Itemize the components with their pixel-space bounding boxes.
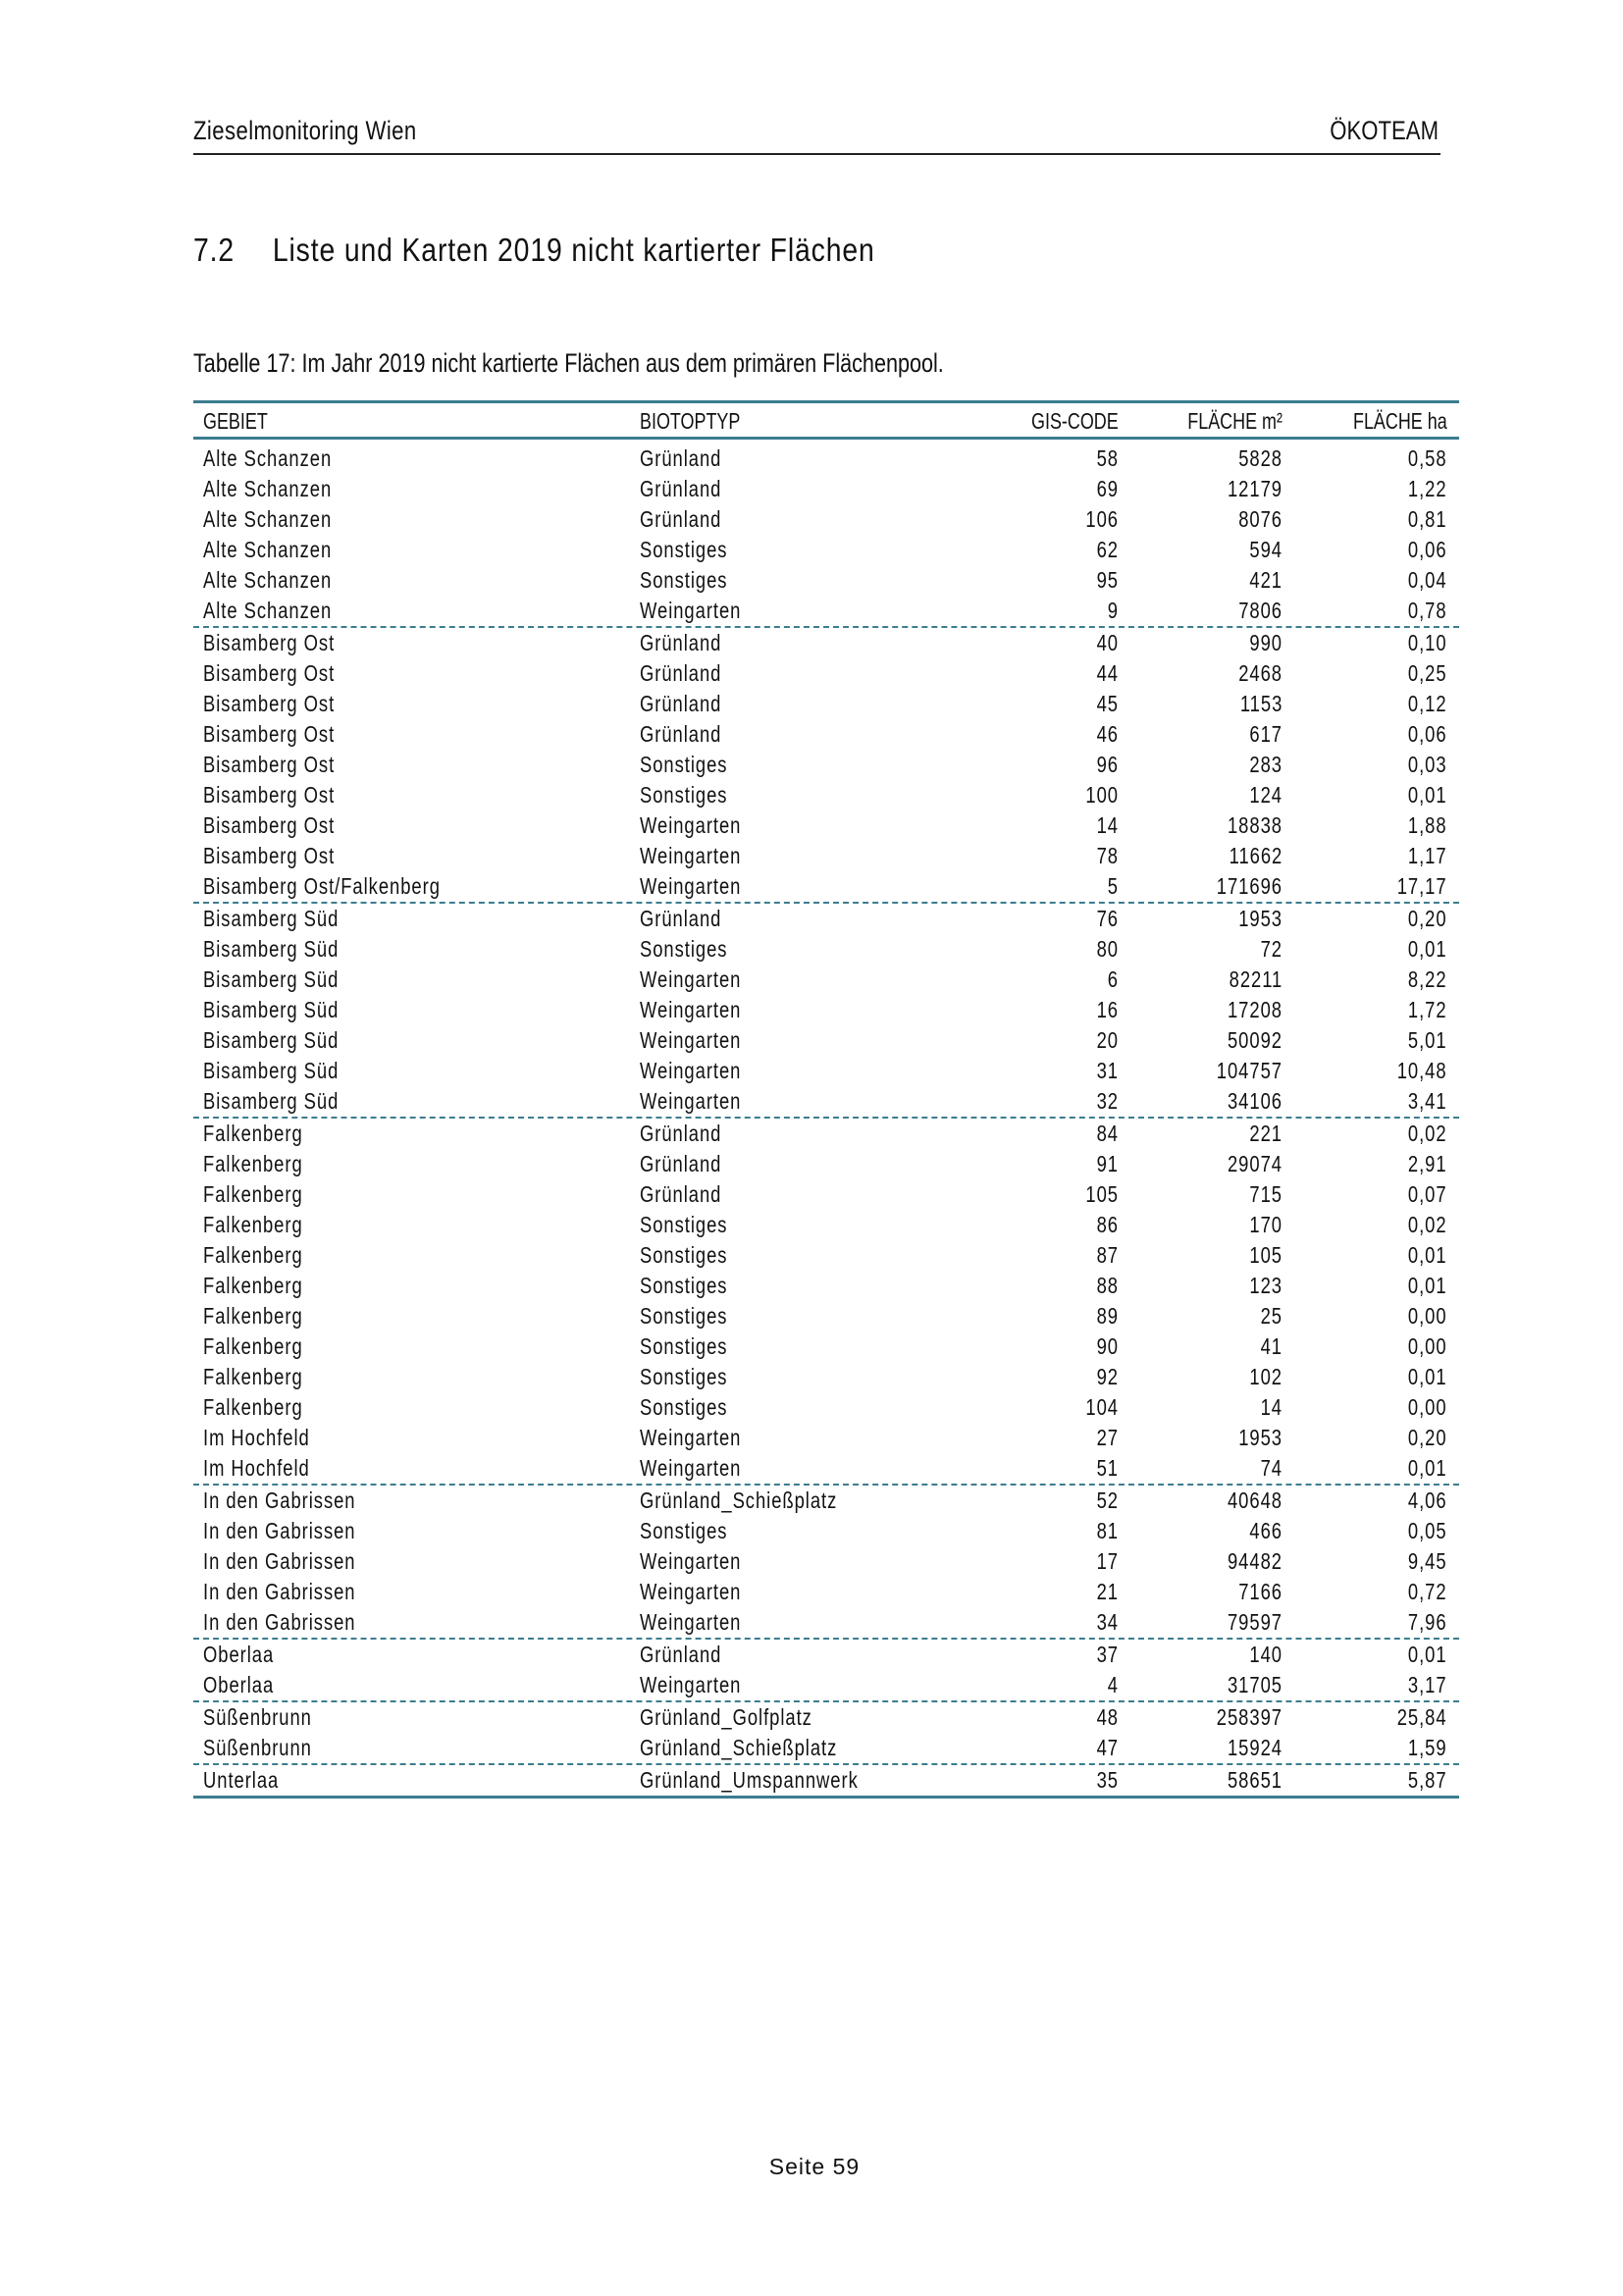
cell-flaeche-ha: 0,01: [1408, 1642, 1447, 1667]
cell-gebiet: Bisamberg Ost: [203, 752, 336, 777]
table-row: [193, 504, 1459, 535]
cell-flaeche-m2: 171696: [1216, 873, 1283, 899]
cell-flaeche-ha: 8,22: [1408, 966, 1447, 992]
table-row: [193, 535, 1459, 565]
section-title: Liste und Karten 2019 nicht kartierter Flächen: [272, 232, 875, 268]
cell-flaeche-m2: 221: [1249, 1121, 1283, 1146]
cell-flaeche-m2: 79597: [1228, 1609, 1283, 1635]
table-row: [193, 1331, 1459, 1362]
cell-flaeche-m2: 7806: [1238, 598, 1283, 623]
cell-flaeche-m2: 5828: [1238, 445, 1283, 471]
cell-flaeche-m2: 11662: [1229, 843, 1283, 868]
cell-gis-code: 58: [1096, 445, 1119, 471]
cell-flaeche-m2: 15924: [1228, 1735, 1283, 1760]
cell-flaeche-ha: 17,17: [1397, 873, 1447, 899]
cell-flaeche-ha: 0,01: [1408, 1242, 1447, 1268]
table-row: [193, 1119, 1459, 1149]
cell-gis-code: 87: [1096, 1242, 1119, 1268]
cell-flaeche-ha: 0,72: [1408, 1579, 1447, 1604]
cell-flaeche-m2: 105: [1249, 1242, 1283, 1268]
cell-gis-code: 34: [1096, 1609, 1119, 1635]
table-row: [193, 1607, 1459, 1640]
cell-gis-code: 37: [1096, 1642, 1119, 1667]
table-row: [193, 596, 1459, 628]
cell-gebiet: Oberlaa: [203, 1642, 275, 1667]
table-row: [193, 810, 1459, 841]
cell-flaeche-m2: 29074: [1228, 1151, 1283, 1176]
table-row: [193, 1179, 1459, 1210]
cell-flaeche-m2: 18838: [1228, 812, 1283, 838]
cell-biotoptyp: Grünland: [640, 1121, 722, 1146]
cell-gebiet: Falkenberg: [203, 1364, 303, 1389]
cell-biotoptyp: Weingarten: [640, 997, 742, 1022]
cell-flaeche-ha: 1,59: [1408, 1735, 1447, 1760]
cell-gebiet: Alte Schanzen: [203, 506, 333, 532]
cell-gebiet: Falkenberg: [203, 1121, 303, 1146]
cell-flaeche-m2: 123: [1249, 1273, 1283, 1298]
cell-gebiet: Bisamberg Ost: [203, 782, 336, 808]
cell-flaeche-ha: 0,01: [1408, 1364, 1447, 1389]
cell-biotoptyp: Grünland_Golfplatz: [640, 1704, 812, 1730]
table-row: [193, 1056, 1459, 1086]
cell-flaeche-ha: 0,03: [1408, 752, 1447, 777]
table-row: [193, 841, 1459, 871]
table-row: [193, 965, 1459, 995]
cell-flaeche-ha: 0,04: [1408, 567, 1447, 593]
cell-gebiet: Alte Schanzen: [203, 445, 333, 471]
cell-gis-code: 84: [1096, 1121, 1119, 1146]
cell-biotoptyp: Grünland_Schießplatz: [640, 1735, 838, 1760]
table-row: [193, 658, 1459, 689]
cell-flaeche-ha: 0,20: [1408, 906, 1447, 931]
cell-gis-code: 14: [1096, 812, 1119, 838]
table-row: [193, 1577, 1459, 1607]
cell-gis-code: 48: [1096, 1704, 1119, 1730]
cell-flaeche-ha: 0,01: [1408, 1273, 1447, 1298]
cell-biotoptyp: Sonstiges: [640, 1242, 728, 1268]
cell-gis-code: 96: [1096, 752, 1119, 777]
cell-flaeche-m2: 140: [1249, 1642, 1283, 1667]
table-row: [193, 1423, 1459, 1453]
cell-flaeche-ha: 1,22: [1408, 476, 1447, 501]
cell-flaeche-ha: 0,02: [1408, 1121, 1447, 1146]
cell-gis-code: 86: [1096, 1212, 1119, 1237]
cell-gebiet: Bisamberg Süd: [203, 936, 340, 962]
cell-gis-code: 6: [1107, 966, 1119, 992]
cell-biotoptyp: Grünland: [640, 721, 722, 747]
table-row: [193, 1640, 1459, 1670]
cell-gis-code: 69: [1096, 476, 1119, 501]
cell-flaeche-m2: 2468: [1238, 660, 1283, 686]
cell-flaeche-m2: 617: [1249, 721, 1283, 747]
cell-gebiet: Falkenberg: [203, 1303, 303, 1329]
cell-gis-code: 40: [1096, 630, 1119, 655]
cell-gis-code: 32: [1096, 1088, 1119, 1114]
cell-gis-code: 78: [1096, 843, 1119, 868]
cell-flaeche-m2: 466: [1249, 1518, 1283, 1543]
cell-flaeche-m2: 7166: [1238, 1579, 1283, 1604]
table-row: [193, 565, 1459, 596]
cell-flaeche-ha: 0,01: [1408, 1455, 1447, 1481]
cell-gebiet: In den Gabrissen: [203, 1487, 356, 1513]
cell-gebiet: Oberlaa: [203, 1672, 275, 1697]
cell-flaeche-ha: 1,88: [1408, 812, 1447, 838]
cell-gis-code: 105: [1085, 1181, 1119, 1207]
cell-gebiet: Falkenberg: [203, 1212, 303, 1237]
table-row: [193, 1670, 1459, 1702]
cell-flaeche-m2: 8076: [1238, 506, 1283, 532]
cell-gebiet: Bisamberg Süd: [203, 906, 340, 931]
cell-flaeche-ha: 25,84: [1397, 1704, 1447, 1730]
cell-gis-code: 90: [1096, 1333, 1119, 1359]
cell-gebiet: Bisamberg Ost: [203, 721, 336, 747]
cell-gis-code: 51: [1096, 1455, 1119, 1481]
table-row: [193, 871, 1459, 904]
cell-biotoptyp: Grünland: [640, 1151, 722, 1176]
cell-biotoptyp: Weingarten: [640, 1579, 742, 1604]
table-row: [193, 1301, 1459, 1331]
cell-gis-code: 27: [1096, 1425, 1119, 1450]
cell-gebiet: In den Gabrissen: [203, 1518, 356, 1543]
cell-biotoptyp: Weingarten: [640, 966, 742, 992]
cell-flaeche-m2: 1953: [1238, 1425, 1283, 1450]
cell-gebiet: Bisamberg Ost: [203, 691, 336, 716]
cell-biotoptyp: Weingarten: [640, 843, 742, 868]
cell-gebiet: Unterlaa: [203, 1767, 280, 1793]
cell-biotoptyp: Weingarten: [640, 1455, 742, 1481]
data-table: [193, 400, 1459, 1799]
cell-gebiet: Bisamberg Ost: [203, 843, 336, 868]
cell-gis-code: 95: [1096, 567, 1119, 593]
cell-gebiet: Bisamberg Süd: [203, 997, 340, 1022]
cell-gis-code: 80: [1096, 936, 1119, 962]
section-heading: [193, 232, 875, 269]
cell-biotoptyp: Sonstiges: [640, 1364, 728, 1389]
cell-flaeche-ha: 9,45: [1408, 1548, 1447, 1574]
cell-flaeche-m2: 31705: [1228, 1672, 1283, 1697]
table-row: [193, 1086, 1459, 1119]
cell-gebiet: Bisamberg Süd: [203, 966, 340, 992]
column-header-biotoptyp: BIOTOPTYP: [640, 408, 741, 434]
cell-biotoptyp: Sonstiges: [640, 936, 728, 962]
cell-flaeche-ha: 0,01: [1408, 782, 1447, 808]
cell-gebiet: Bisamberg Süd: [203, 1058, 340, 1083]
cell-gis-code: 35: [1096, 1767, 1119, 1793]
table-row: [193, 780, 1459, 810]
cell-flaeche-m2: 124: [1249, 782, 1283, 808]
cell-flaeche-ha: 0,25: [1408, 660, 1447, 686]
cell-gis-code: 5: [1107, 873, 1119, 899]
cell-gebiet: Bisamberg Ost/Falkenberg: [203, 873, 441, 899]
cell-flaeche-m2: 14: [1260, 1394, 1283, 1420]
table-row: [193, 628, 1459, 658]
table-row: [193, 1486, 1459, 1516]
cell-gebiet: Falkenberg: [203, 1181, 303, 1207]
cell-gebiet: Alte Schanzen: [203, 598, 333, 623]
table-row: [193, 1516, 1459, 1546]
cell-gis-code: 52: [1096, 1487, 1119, 1513]
running-header-title: Zieselmonitoring Wien: [193, 116, 417, 145]
cell-flaeche-ha: 0,06: [1408, 537, 1447, 562]
header-divider: [193, 153, 1440, 155]
cell-biotoptyp: Weingarten: [640, 1027, 742, 1053]
cell-biotoptyp: Grünland: [640, 445, 722, 471]
cell-flaeche-ha: 0,81: [1408, 506, 1447, 532]
cell-flaeche-ha: 4,06: [1408, 1487, 1447, 1513]
cell-flaeche-m2: 25: [1260, 1303, 1283, 1329]
cell-gis-code: 4: [1107, 1672, 1119, 1697]
cell-gis-code: 106: [1085, 506, 1119, 532]
cell-biotoptyp: Weingarten: [640, 812, 742, 838]
cell-gebiet: Falkenberg: [203, 1242, 303, 1268]
cell-gebiet: Falkenberg: [203, 1394, 303, 1420]
cell-gebiet: Bisamberg Ost: [203, 812, 336, 838]
table-row: [193, 1025, 1459, 1056]
cell-biotoptyp: Grünland: [640, 1181, 722, 1207]
cell-flaeche-ha: 0,00: [1408, 1394, 1447, 1420]
cell-biotoptyp: Sonstiges: [640, 1333, 728, 1359]
cell-flaeche-m2: 594: [1249, 537, 1283, 562]
cell-gis-code: 88: [1096, 1273, 1119, 1298]
cell-biotoptyp: Grünland_Umspannwerk: [640, 1767, 859, 1793]
table-caption: Tabelle 17: Im Jahr 2019 nicht kartierte Flächen aus dem primären Flächenpool.: [193, 348, 944, 378]
column-header-gis-code: GIS-CODE: [1031, 408, 1119, 434]
table-row: [193, 1362, 1459, 1392]
cell-biotoptyp: Sonstiges: [640, 1518, 728, 1543]
cell-gebiet: Falkenberg: [203, 1273, 303, 1298]
cell-biotoptyp: Weingarten: [640, 1058, 742, 1083]
cell-gebiet: Bisamberg Ost: [203, 660, 336, 686]
cell-gebiet: Süßenbrunn: [203, 1735, 312, 1760]
cell-flaeche-ha: 10,48: [1397, 1058, 1447, 1083]
cell-biotoptyp: Weingarten: [640, 598, 742, 623]
cell-flaeche-ha: 0,20: [1408, 1425, 1447, 1450]
table-body: [193, 444, 1459, 1796]
cell-flaeche-m2: 12179: [1228, 476, 1283, 501]
cell-biotoptyp: Sonstiges: [640, 1303, 728, 1329]
table-row: [193, 1546, 1459, 1577]
cell-biotoptyp: Grünland: [640, 506, 722, 532]
cell-biotoptyp: Weingarten: [640, 873, 742, 899]
cell-biotoptyp: Sonstiges: [640, 782, 728, 808]
column-header-flaeche-m2: FLÄCHE m²: [1187, 408, 1283, 434]
cell-biotoptyp: Sonstiges: [640, 537, 728, 562]
cell-gis-code: 16: [1096, 997, 1119, 1022]
table-row: [193, 719, 1459, 750]
cell-gis-code: 76: [1096, 906, 1119, 931]
cell-gebiet: Alte Schanzen: [203, 476, 333, 501]
cell-gebiet: Bisamberg Süd: [203, 1088, 340, 1114]
cell-gis-code: 17: [1096, 1548, 1119, 1574]
cell-flaeche-ha: 5,01: [1408, 1027, 1447, 1053]
cell-biotoptyp: Sonstiges: [640, 567, 728, 593]
cell-flaeche-m2: 102: [1249, 1364, 1283, 1389]
cell-gis-code: 20: [1096, 1027, 1119, 1053]
cell-flaeche-ha: 0,12: [1408, 691, 1447, 716]
cell-flaeche-m2: 34106: [1228, 1088, 1283, 1114]
cell-flaeche-m2: 41: [1260, 1333, 1283, 1359]
section-number: 7.2: [193, 232, 236, 268]
table-row: [193, 1733, 1459, 1765]
cell-flaeche-ha: 0,00: [1408, 1303, 1447, 1329]
cell-biotoptyp: Weingarten: [640, 1609, 742, 1635]
cell-flaeche-m2: 58651: [1228, 1767, 1283, 1793]
cell-biotoptyp: Sonstiges: [640, 1394, 728, 1420]
cell-gis-code: 100: [1085, 782, 1119, 808]
cell-flaeche-ha: 3,17: [1408, 1672, 1447, 1697]
cell-flaeche-ha: 1,17: [1408, 843, 1447, 868]
table-row: [193, 750, 1459, 780]
cell-flaeche-m2: 82211: [1229, 966, 1283, 992]
cell-gebiet: Alte Schanzen: [203, 537, 333, 562]
table-row: [193, 904, 1459, 934]
cell-flaeche-ha: 7,96: [1408, 1609, 1447, 1635]
cell-gis-code: 92: [1096, 1364, 1119, 1389]
cell-biotoptyp: Weingarten: [640, 1425, 742, 1450]
cell-flaeche-ha: 0,05: [1408, 1518, 1447, 1543]
cell-biotoptyp: Sonstiges: [640, 1273, 728, 1298]
table-row: [193, 1765, 1459, 1796]
cell-flaeche-m2: 421: [1249, 567, 1283, 593]
cell-flaeche-ha: 2,91: [1408, 1151, 1447, 1176]
cell-gebiet: Bisamberg Ost: [203, 630, 336, 655]
cell-flaeche-m2: 104757: [1216, 1058, 1283, 1083]
cell-flaeche-ha: 0,00: [1408, 1333, 1447, 1359]
table-row: [193, 689, 1459, 719]
cell-gis-code: 46: [1096, 721, 1119, 747]
cell-gis-code: 47: [1096, 1735, 1119, 1760]
cell-gis-code: 45: [1096, 691, 1119, 716]
cell-flaeche-m2: 17208: [1228, 997, 1283, 1022]
cell-flaeche-m2: 40648: [1228, 1487, 1283, 1513]
table-row: [193, 1271, 1459, 1301]
cell-gis-code: 104: [1085, 1394, 1119, 1420]
cell-flaeche-ha: 0,78: [1408, 598, 1447, 623]
cell-biotoptyp: Grünland: [640, 1642, 722, 1667]
cell-gebiet: In den Gabrissen: [203, 1579, 356, 1604]
cell-gis-code: 31: [1096, 1058, 1119, 1083]
cell-gebiet: Bisamberg Süd: [203, 1027, 340, 1053]
table-row: [193, 934, 1459, 965]
table-row: [193, 1702, 1459, 1733]
cell-gebiet: In den Gabrissen: [203, 1609, 356, 1635]
column-header-gebiet: GEBIET: [203, 408, 268, 434]
cell-flaeche-ha: 0,07: [1408, 1181, 1447, 1207]
cell-flaeche-m2: 170: [1249, 1212, 1283, 1237]
cell-biotoptyp: Sonstiges: [640, 1212, 728, 1237]
cell-flaeche-m2: 715: [1249, 1181, 1283, 1207]
cell-gis-code: 81: [1096, 1518, 1119, 1543]
cell-biotoptyp: Weingarten: [640, 1548, 742, 1574]
cell-flaeche-m2: 72: [1260, 936, 1283, 962]
cell-gebiet: Falkenberg: [203, 1333, 303, 1359]
cell-flaeche-m2: 283: [1249, 752, 1283, 777]
cell-biotoptyp: Grünland_Schießplatz: [640, 1487, 838, 1513]
cell-gebiet: Im Hochfeld: [203, 1425, 310, 1450]
cell-flaeche-m2: 1953: [1238, 906, 1283, 931]
cell-gis-code: 89: [1096, 1303, 1119, 1329]
cell-gis-code: 9: [1107, 598, 1119, 623]
cell-biotoptyp: Sonstiges: [640, 752, 728, 777]
cell-biotoptyp: Grünland: [640, 630, 722, 655]
cell-flaeche-m2: 990: [1249, 630, 1283, 655]
cell-flaeche-m2: 50092: [1228, 1027, 1283, 1053]
table-row: [193, 995, 1459, 1025]
cell-gis-code: 21: [1096, 1579, 1119, 1604]
table-row: [193, 1210, 1459, 1240]
cell-flaeche-ha: 1,72: [1408, 997, 1447, 1022]
cell-flaeche-m2: 1153: [1239, 691, 1283, 716]
cell-biotoptyp: Weingarten: [640, 1088, 742, 1114]
cell-flaeche-ha: 0,01: [1408, 936, 1447, 962]
table-row: [193, 1453, 1459, 1486]
cell-gebiet: Alte Schanzen: [203, 567, 333, 593]
cell-biotoptyp: Grünland: [640, 691, 722, 716]
cell-flaeche-m2: 94482: [1228, 1548, 1283, 1574]
cell-flaeche-m2: 258397: [1216, 1704, 1283, 1730]
cell-gebiet: In den Gabrissen: [203, 1548, 356, 1574]
page-number: Seite 59: [768, 2154, 861, 2179]
cell-gebiet: Im Hochfeld: [203, 1455, 310, 1481]
cell-gis-code: 91: [1096, 1151, 1119, 1176]
cell-gis-code: 44: [1096, 660, 1119, 686]
table-row: [193, 1240, 1459, 1271]
table-row: [193, 444, 1459, 474]
cell-biotoptyp: Grünland: [640, 906, 722, 931]
cell-flaeche-ha: 0,06: [1408, 721, 1447, 747]
column-header-flaeche-ha: FLÄCHE ha: [1353, 408, 1447, 434]
running-header-org: ÖKOTEAM: [1330, 116, 1439, 145]
cell-biotoptyp: Grünland: [640, 476, 722, 501]
cell-flaeche-ha: 3,41: [1408, 1088, 1447, 1114]
cell-gis-code: 62: [1096, 537, 1119, 562]
cell-flaeche-ha: 0,10: [1408, 630, 1447, 655]
cell-gebiet: Süßenbrunn: [203, 1704, 312, 1730]
table-row: [193, 1149, 1459, 1179]
cell-biotoptyp: Weingarten: [640, 1672, 742, 1697]
cell-flaeche-ha: 5,87: [1408, 1767, 1447, 1793]
table-row: [193, 1392, 1459, 1423]
table-row: [193, 474, 1459, 504]
table-header-row: [193, 403, 1459, 440]
cell-biotoptyp: Grünland: [640, 660, 722, 686]
cell-flaeche-ha: 0,02: [1408, 1212, 1447, 1237]
cell-flaeche-m2: 74: [1260, 1455, 1283, 1481]
cell-gebiet: Falkenberg: [203, 1151, 303, 1176]
cell-flaeche-ha: 0,58: [1408, 445, 1447, 471]
